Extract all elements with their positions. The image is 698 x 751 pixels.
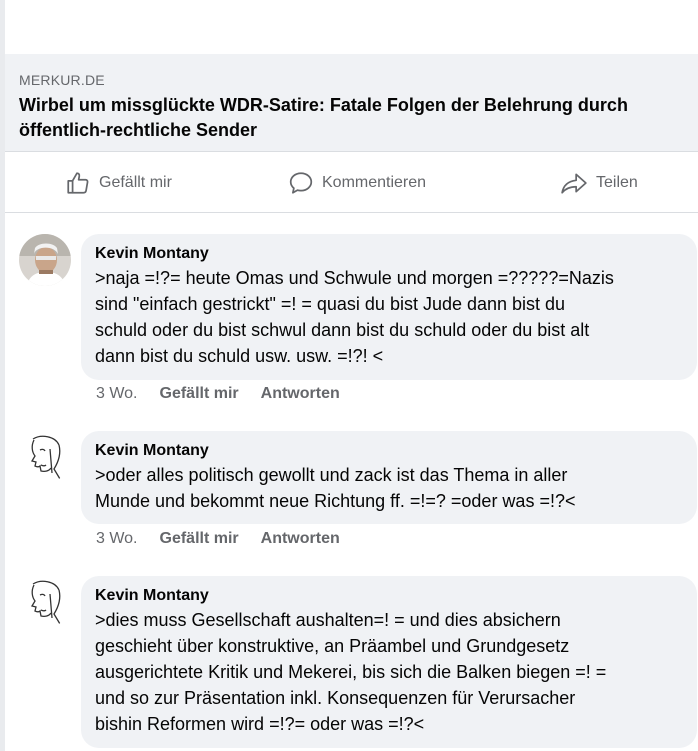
comment-timestamp[interactable]: 3 Wo. <box>96 385 138 402</box>
post-action-bar <box>5 153 698 213</box>
comment-line: >naja =!?= heute Omas und Schwule und morgen =?????=Nazis <box>95 268 614 288</box>
like-label: Gefällt mir <box>99 174 172 191</box>
comment-bubble[interactable] <box>81 234 697 380</box>
comment-like-button[interactable]: Gefällt mir <box>159 385 239 402</box>
share-button[interactable] <box>560 153 638 213</box>
comment-line: >oder alles politisch gewollt und zack ist das Thema in aller <box>95 465 568 485</box>
comment-line: >dies muss Gesellschaft aushalten=! = und dies absichern <box>95 610 561 630</box>
comment-reply-button[interactable]: Antworten <box>260 530 340 547</box>
avatar-photo-icon <box>19 234 71 286</box>
avatar-photo[interactable] <box>19 234 71 286</box>
link-title[interactable] <box>19 93 688 143</box>
comment-line: dann bist du schuld usw. usw. =!?! < <box>95 346 384 366</box>
comment-like-button[interactable]: Gefällt mir <box>159 530 239 547</box>
comment-meta <box>96 385 362 403</box>
comment-label: Kommentieren <box>322 174 427 191</box>
comment-author[interactable]: Kevin Montany <box>95 442 209 459</box>
avatar-sketch[interactable] <box>19 576 71 628</box>
speech-bubble-icon <box>288 170 314 196</box>
comment-author[interactable]: Kevin Montany <box>95 245 209 262</box>
comment-author[interactable]: Kevin Montany <box>95 587 209 604</box>
sketch-face-icon <box>19 576 71 628</box>
comment-line: ausgerichtete Kritik und Mekerei, bis sich die Balken biegen =! = <box>95 662 607 682</box>
comment-line: geschieht über konstruktive, an Präambel und Grundgesetz <box>95 636 570 656</box>
avatar-sketch[interactable] <box>19 431 71 483</box>
sketch-face-icon <box>19 431 71 483</box>
comment-meta <box>96 530 362 548</box>
comment-text <box>95 607 685 737</box>
comment-text <box>95 265 685 369</box>
link-preview[interactable] <box>5 54 698 152</box>
comment-line: Munde und bekommt neue Richtung ff. =!=? =oder was =!?< <box>95 491 576 511</box>
comment-line: bishin Reformen wird =!?= oder was =!?< <box>95 714 425 734</box>
link-source: MERKUR.DE <box>19 72 105 88</box>
like-button[interactable] <box>65 153 172 213</box>
link-title-line-2: öffentlich-rechtliche Sender <box>19 120 258 140</box>
comment-bubble[interactable] <box>81 431 697 524</box>
comment-line: und so zur Präsentation inkl. Konsequenzen für Verursacher <box>95 688 576 708</box>
comment-line: schuld oder du bist schwul dann bist du schuld oder du bist alt <box>95 320 590 340</box>
comment-button[interactable] <box>288 153 426 213</box>
comment-bubble[interactable] <box>81 576 697 748</box>
share-label: Teilen <box>596 174 638 191</box>
comment-text <box>95 462 685 514</box>
link-title-line-1: Wirbel um missglückte WDR-Satire: Fatale Folgen der Belehrung durch <box>19 95 628 115</box>
thumbs-up-icon <box>65 170 91 196</box>
comment-line: sind "einfach gestrickt" =! = quasi du bist Jude dann bist du <box>95 294 566 314</box>
share-arrow-icon <box>560 170 588 196</box>
comment-timestamp[interactable]: 3 Wo. <box>96 530 138 547</box>
comment-reply-button[interactable]: Antworten <box>260 385 340 402</box>
